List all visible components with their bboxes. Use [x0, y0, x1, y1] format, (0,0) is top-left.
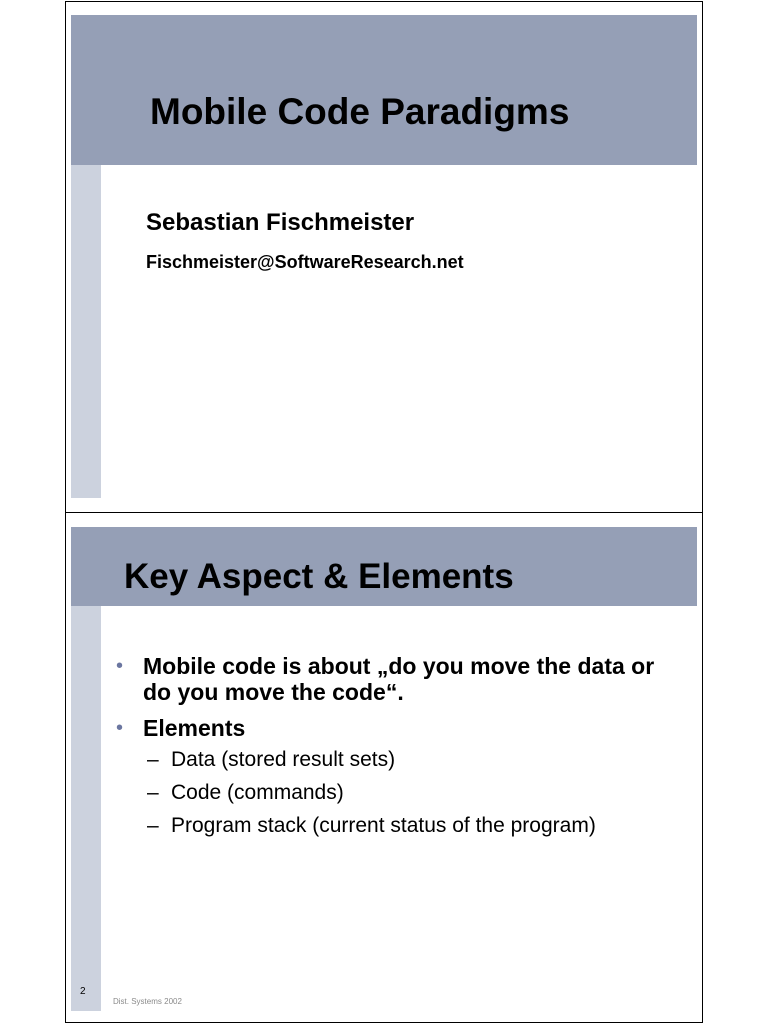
dash-marker: – — [147, 814, 159, 837]
footer-text: Dist. Systems 2002 — [113, 997, 182, 1006]
slide-2-title: Key Aspect & Elements — [124, 557, 514, 596]
slide-1-title: Mobile Code Paradigms — [150, 91, 570, 132]
sub-bullet-item — [122, 813, 676, 839]
slide-2 — [65, 512, 703, 1023]
dash-marker: – — [147, 748, 159, 771]
bullet-text: Elements — [143, 715, 246, 741]
slide-1-side-bar — [71, 165, 101, 498]
bullet-marker: • — [116, 717, 124, 739]
dash-marker: – — [147, 781, 159, 804]
sub-bullet-item — [122, 780, 676, 806]
author-email: Fischmeister@SoftwareResearch.net — [146, 252, 464, 272]
sub-bullet-text: Data (stored result sets) — [171, 748, 396, 771]
slide-2-title-band — [71, 527, 697, 606]
bullet-item-elements — [116, 715, 676, 839]
sub-bullet-item — [122, 747, 676, 773]
slide-2-side-bar — [71, 606, 101, 1011]
sub-bullet-list — [143, 747, 676, 839]
slide-1 — [65, 1, 703, 513]
sub-bullet-text: Program stack (current status of the program) — [171, 814, 596, 837]
bullet-text: Mobile code is about „do you move the data or do you move the code“. — [143, 653, 655, 705]
page-number: 2 — [80, 986, 86, 997]
bullet-list — [116, 653, 676, 849]
sub-bullet-text: Code (commands) — [171, 781, 344, 804]
bullet-item-mobile-code — [116, 653, 676, 705]
bullet-marker: • — [116, 655, 124, 677]
slide-1-title-band — [71, 15, 697, 165]
author-name: Sebastian Fischmeister — [146, 209, 415, 236]
